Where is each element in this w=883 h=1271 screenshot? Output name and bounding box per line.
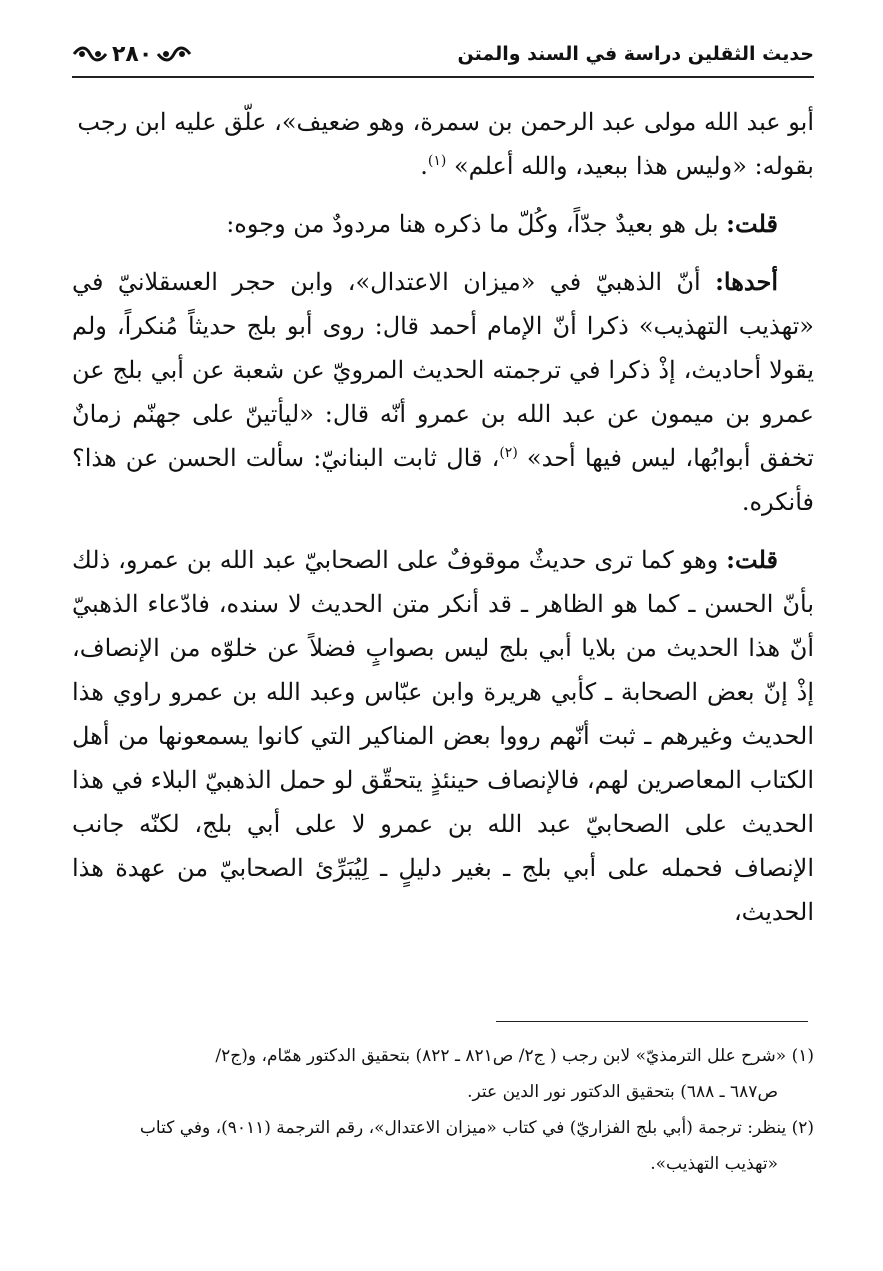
footnote-ref-1[interactable]: (١) bbox=[427, 153, 447, 169]
paragraph-continuation bbox=[72, 100, 814, 188]
footnote-1-continuation bbox=[72, 1074, 814, 1110]
footnote-line: «تهذيب التهذيب». bbox=[650, 1154, 778, 1174]
period: . bbox=[420, 152, 428, 180]
paragraph-label: أحدها: bbox=[715, 267, 778, 296]
paragraph-text: أنّ الذهبيّ في «ميزان الاعتدال»، وابن حجر العسقلانيّ في «تهذيب التهذيب» ذكرا أنّ الإمام أحمد قال: روى أبو بلج حديثاً مُنكراً، ولم يقولا أحاديث، إذْ ذكرا في ترجمته الحديث المرويّ عن شعبة عن أبي بلج عن عمرو بن ميمون عن عبد الله بن عمرو أنّه قال: «ليأتينّ على جهنّم زمانٌ تخفق أبوابُها، ليس فيها أحد» bbox=[72, 268, 814, 472]
footnotes bbox=[72, 1038, 814, 1182]
page-header bbox=[72, 36, 814, 72]
footnote-line: ص٦٨٧ ـ ٦٨٨) بتحقيق الدكتور نور الدين عتر. bbox=[467, 1082, 778, 1102]
paragraph-label: قلت: bbox=[726, 209, 778, 238]
paragraph-line: بقوله: «وليس هذا ببعيد، والله أعلم» bbox=[453, 152, 814, 180]
paragraph-qult-1 bbox=[72, 202, 814, 246]
paragraph-text: ، قال ثابت البنانيّ: سألت الحسن عن هذا؟ فأنكره. bbox=[72, 444, 814, 516]
paragraph-text: بل هو بعيدٌ جدّاً، وكُلّ ما ذكره هنا مردودٌ من وجوه: bbox=[226, 210, 719, 238]
footnote-2-continuation bbox=[72, 1146, 814, 1182]
flourish-left-icon bbox=[72, 46, 108, 62]
running-title: حديث الثقلين دراسة في السند والمتن bbox=[457, 43, 814, 65]
paragraph-line: أبو عبد الله مولى عبد الرحمن بن سمرة، وهو ضعيف»، علّق عليه ابن رجب bbox=[77, 108, 814, 136]
footnote-divider bbox=[496, 1021, 808, 1022]
footnote-ref-2[interactable]: (٢) bbox=[499, 445, 518, 461]
flourish-right-icon bbox=[156, 46, 192, 62]
footnote-2 bbox=[72, 1110, 814, 1146]
page-number: ٢٨٠ bbox=[112, 41, 153, 67]
paragraph-qult-2 bbox=[72, 538, 814, 934]
footnote-1 bbox=[72, 1038, 814, 1074]
paragraph-label: قلت: bbox=[726, 545, 778, 574]
footnote-line: (٢) ينظر: ترجمة (أبي بلج الفزاريّ) في كتاب «ميزان الاعتدال»، رقم الترجمة (٩٠١١)، وفي كتاب bbox=[139, 1118, 814, 1138]
header-divider bbox=[72, 76, 814, 78]
paragraph-text: وهو كما ترى حديثٌ موقوفٌ على الصحابيّ عبد الله بن عمرو، ذلك بأنّ الحسن ـ كما هو الظاهر ـ قد أنكر متن الحديث لا سنده، فادّعاء الذهبيّ أنّ هذا الحديث من بلايا أبي بلج ليس بصوابٍ فضلاً عن خلوّه من الإنصاف، إذْ إنّ بعض الصحابة ـ كأبي هريرة وابن عبّاس وعبد الله بن عمرو راوي هذا الحديث وغيرهم ـ ثبت أنّهم رووا بعض المناكير التي كانوا يسمعونها من أهل الكتاب المعاصرين لهم، فالإنصاف حينئذٍ يتحقّق لو حمل الذهبيّ البلاء في هذا الحديث على الصحابيّ عبد الله بن عمرو لا على أبي بلج، لكنّه جانب الإنصاف فحمله على أبي بلج ـ بغير دليلٍ ـ لِيُبَرِّئ الصحابيّ من عهدة هذا الحديث، bbox=[72, 546, 814, 926]
main-text bbox=[72, 100, 814, 934]
page-number-group bbox=[72, 42, 192, 67]
footnote-line: (١) «شرح علل الترمذيّ» لابن رجب ( ج٢/ ص٨٢١ ـ ٨٢٢) بتحقيق الدكتور همّام، و(ج٢/ bbox=[215, 1046, 814, 1066]
paragraph-first-reason bbox=[72, 260, 814, 524]
